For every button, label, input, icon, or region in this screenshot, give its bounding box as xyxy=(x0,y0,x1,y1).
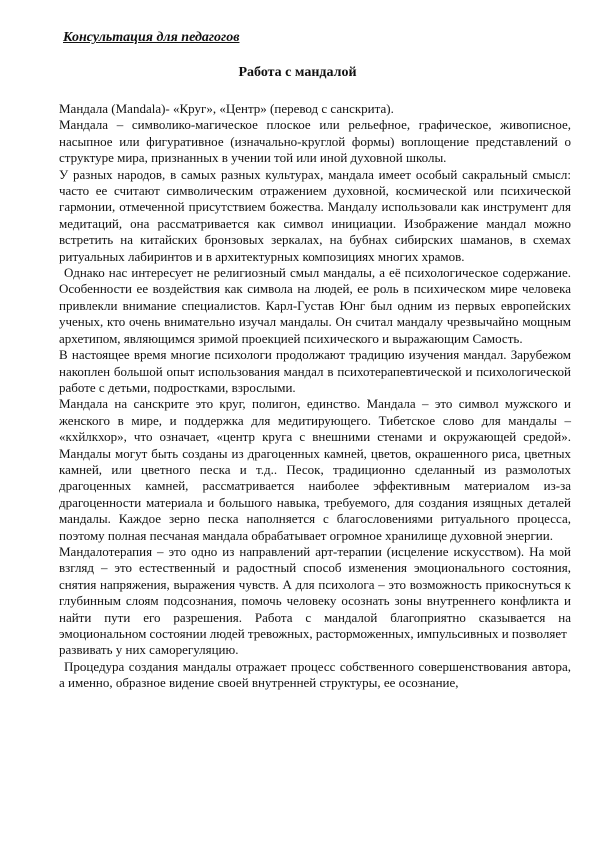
paragraph-self-regulation: развивать у них саморегуляцию. xyxy=(59,642,239,658)
paragraph-research: В настоящее время многие психологи продолжают традицию изучения мандал. Зарубежом накоплен большой опыт использования мандал в психотерапевтической и психологической работе с детьми, подростками, взрослыми. xyxy=(59,347,571,395)
paragraph-cultures: У разных народов, в самых разных культурах, мандала имеет особый сакральный смысл: часто ее считают символическим отражением духовной, космической или психической гармонии, отмеченной присутствием божества. Мандалу использовали как инструмент для медитаций, она рассматривается как символ инициации. Изображение мандал можно встретить на китайских бронзовых зеркалах, на бубнах сибирских шаманов, в схемах ритуальных лабиринтов и в архитектурных композициях многих храмов. xyxy=(59,166,571,264)
paragraph-mandalotherapy: Мандалотерапия – это одно из направлений арт-терапии (исцеление искусством). На мой взгляд – это естественный и радостный способ изменения эмоционального состояния, снятия напряжения, выражения чувств. А для психолога – это возможность прикоснуться к глубинным слоям подсознания, помочь человеку осознать зоны внутреннего конфликта и найти пути его разрешения. Работа с мандалой благоприятно сказывается на эмоциональном состоянии людей тревожных, расторможенных, импульсивных и позволяет xyxy=(59,543,571,641)
paragraph-psychology: Однако нас интересует не религиозный смыл мандалы, а её психологическое содержание. Особенности ее воздействия как символа на людей, ее роль в психическом мире человека привлекли внимание специалистов. Карл-Густав Юнг был одним из первых европейских ученых, кто очень внимательно изучал мандалы. Он считал мандалу чрезвычайно мощным архетипом, являющимся зримой проекцией психического и выражающим Самость. xyxy=(59,265,571,346)
document-body xyxy=(59,101,571,692)
paragraph-mandala-meaning: Мандала – символико-магическое плоское или рельефное, графическое, живописное, насыпное или фигуративное (изначально-круглой формы) воплощение представлений о структуре мира, признанных в учении той или иной духовной школы. xyxy=(59,117,571,166)
paragraph-procedure: Процедура создания мандалы отражает процесс собственного совершенствования автора, а именно, образное видение своей внутренней структуры, ее осознание, xyxy=(59,658,571,691)
paragraph-sanskrit: Мандала на санскрите это круг, полигон, единство. Мандала – это символ мужского и женского в мире, и поддержка для медитирующего. Тибетское слово для мандалы – «кхйлкхор», что означает, «центр круга с внешними стенами и окружающей средой». Мандалы могут быть созданы из драгоценных камней, цветов, окрашенного риса, цветных камней, или цветного песка и т.д.. Песок, традиционно сделанный из размолотых драгоценных камней, рассматривается наиболее эффективным материалом из-за драгоценности материала и большого навыка, требуемого, для создания изящных деталей мандалы. Каждое зерно песка наполняется с благословениями ритуального процесса, поэтому полная песчаная мандала обрабатывает огромное хранилище духовной энергии. xyxy=(59,396,571,543)
section-heading: Консультация для педагогов xyxy=(63,30,240,45)
page-title: Работа с мандалой xyxy=(238,65,357,80)
paragraph-definition: Мандала (Mandala)- «Круг», «Центр» (перевод с санскрита). xyxy=(59,101,394,116)
